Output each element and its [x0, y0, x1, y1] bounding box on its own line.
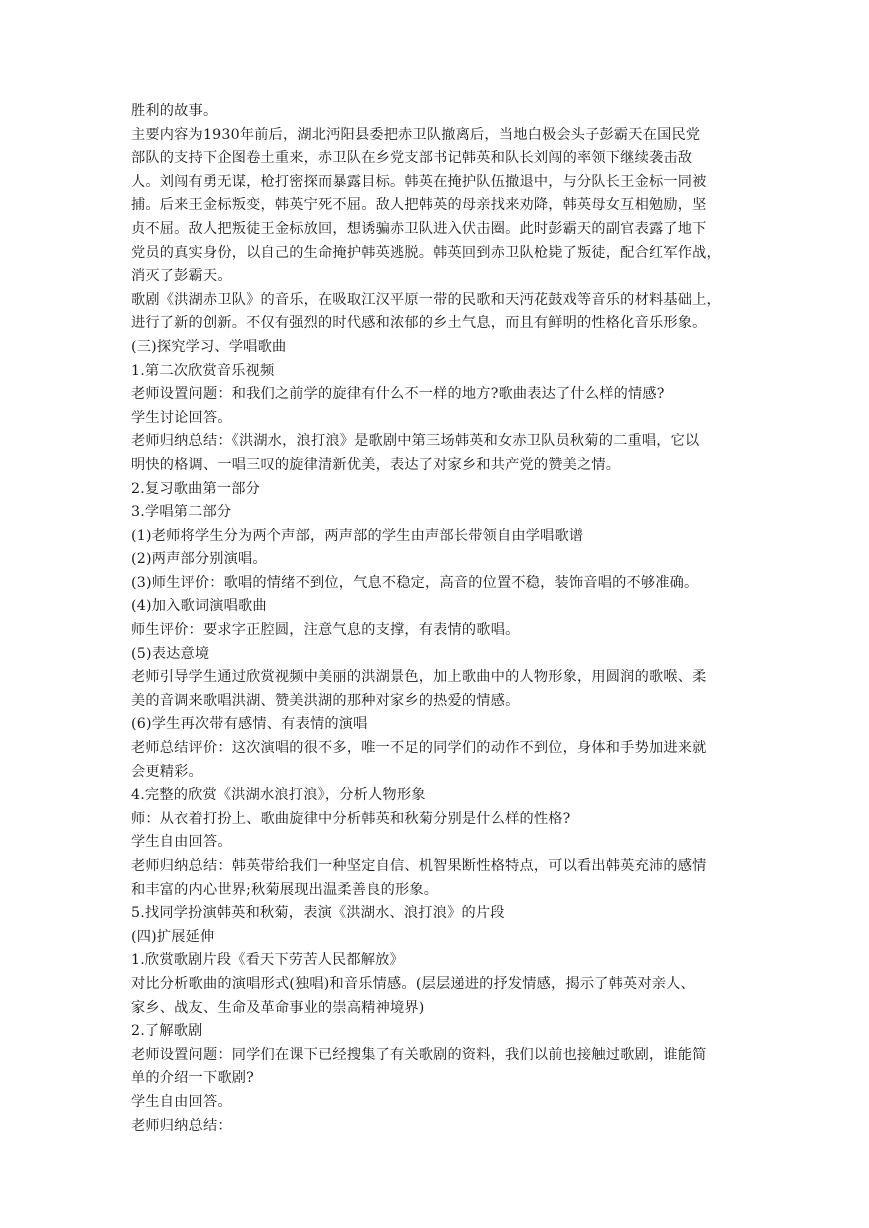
text-line: (3)师生评价：歌唱的情绪不到位，气息不稳定，高音的位置不稳，装饰音唱的不够准确。 [131, 574, 699, 591]
text-line: 进行了新的创新。不仅有强烈的时代感和浓郁的乡土气息，而且有鲜明的性格化音乐形象。 [131, 315, 707, 332]
text-line: 明快的格调、一唱三叹的旋律清新优美，表达了对家乡和共产党的赞美之情。 [131, 456, 621, 473]
text-line: 和丰富的内心世界;秋菊展现出温柔善良的形象。 [131, 881, 439, 898]
text-line: 老师归纳总结： [131, 1117, 232, 1134]
text-line: 党员的真实身份，以自己的生命掩护韩英逃脱。韩英回到赤卫队枪毙了叛徒，配合红军作战， [131, 244, 721, 261]
text-line: 老师总结评价：这次演唱的很不多，唯一不足的同学们的动作不到位，身体和手势加进来就 [131, 740, 707, 757]
text-line: 学生自由回答。 [131, 834, 232, 851]
text-line: 消灭了彭霸天。 [131, 268, 232, 285]
text-line: 老师引导学生通过欣赏视频中美丽的洪湖景色，加上歌曲中的人物形象，用圆润的歌喉、柔 [131, 669, 707, 686]
text-line: 师：从衣着打扮上、歌曲旋律中分析韩英和秋菊分别是什么样的性格? [131, 810, 571, 827]
text-line: (4)加入歌词演唱歌曲 [131, 598, 267, 615]
text-line: (2)两声部分别演唱。 [131, 551, 267, 568]
text-line: 胜利的故事。 [131, 103, 218, 119]
text-line: 捕。后来王金标叛变，韩英宁死不屈。敌人把韩英的母亲找来劝降，韩英母女互相勉励，坚 [131, 197, 707, 214]
text-line: 人。刘闯有勇无谋，枪打密探而暴露目标。韩英在掩护队伍撤退中，与分队长王金标一同被 [131, 173, 707, 190]
text-line: (四)扩展延伸 [131, 928, 215, 945]
text-line: (5)表达意境 [131, 645, 210, 662]
text-line: 师生评价：要求字正腔圆，注意气息的支撑，有表情的歌唱。 [131, 622, 520, 639]
text-line: 会更精彩。 [131, 763, 203, 780]
text-line: 部队的支持下企图卷土重来，赤卫队在乡党支部书记韩英和队长刘闯的率领下继续袭击敌 [131, 150, 693, 167]
text-line: 老师设置问题：和我们之前学的旋律有什么不一样的地方?歌曲表达了什么样的情感? [131, 386, 665, 403]
text-line: (三)探究学习、学唱歌曲 [131, 338, 287, 355]
text-line: 学生讨论回答。 [131, 409, 232, 426]
text-line: 美的音调来歌唱洪湖、赞美洪湖的那种对家乡的热爱的情感。 [131, 692, 520, 709]
text-line: 主要内容为1930年前后，湖北沔阳县委把赤卫队撤离后，当地白极会头子彭霸天在国民党 [131, 126, 701, 143]
text-line: 贞不屈。敌人把叛徒王金标放回，想诱骗赤卫队进入伏击圈。此时彭霸天的副官表露了地下 [131, 220, 707, 237]
text-line: 1.欣赏歌剧片段《看天下劳苦人民都解放》 [131, 952, 404, 969]
text-line: 歌剧《洪湖赤卫队》的音乐，在吸取江汉平原一带的民歌和天沔花鼓戏等音乐的材料基础上， [131, 291, 721, 308]
text-line: 家乡、战友、生命及革命事业的崇高精神境界) [131, 999, 425, 1016]
text-line: 老师归纳总结：《洪湖水，浪打浪》是歌剧中第三场韩英和女赤卫队员秋菊的二重唱，它以 [131, 433, 700, 450]
text-line: 2.了解歌剧 [131, 1023, 203, 1040]
text-line: 1.第二次欣赏音乐视频 [131, 362, 275, 379]
text-line: 2.复习歌曲第一部分 [131, 480, 261, 497]
text-line: 老师设置问题：同学们在课下已经搜集了有关歌剧的资料，我们以前也接触过歌剧，谁能简 [131, 1046, 707, 1063]
text-line: 老师归纳总结：韩英带给我们一种坚定自信、机智果断性格特点，可以看出韩英充沛的感情 [131, 858, 707, 874]
document-page [131, 100, 743, 1138]
text-line: 5.找同学扮演韩英和秋菊，表演《洪湖水、浪打浪》的片段 [131, 905, 505, 922]
text-line: (1)老师将学生分为两个声部，两声部的学生由声部长带领自由学唱歌谱 [131, 527, 584, 544]
text-line: 学生自由回答。 [131, 1093, 232, 1110]
text-line: 3.学唱第二部分 [131, 504, 232, 521]
text-line: 4.完整的欣赏《洪湖水浪打浪》，分析人物形象 [131, 787, 426, 804]
text-line: 对比分析歌曲的演唱形式(独唱)和音乐情感。(层层递进的抒发情感，揭示了韩英对亲人、 [131, 975, 695, 992]
text-line: 单的介绍一下歌剧? [131, 1070, 254, 1087]
text-line: (6)学生再次带有感情、有表情的演唱 [131, 716, 368, 733]
